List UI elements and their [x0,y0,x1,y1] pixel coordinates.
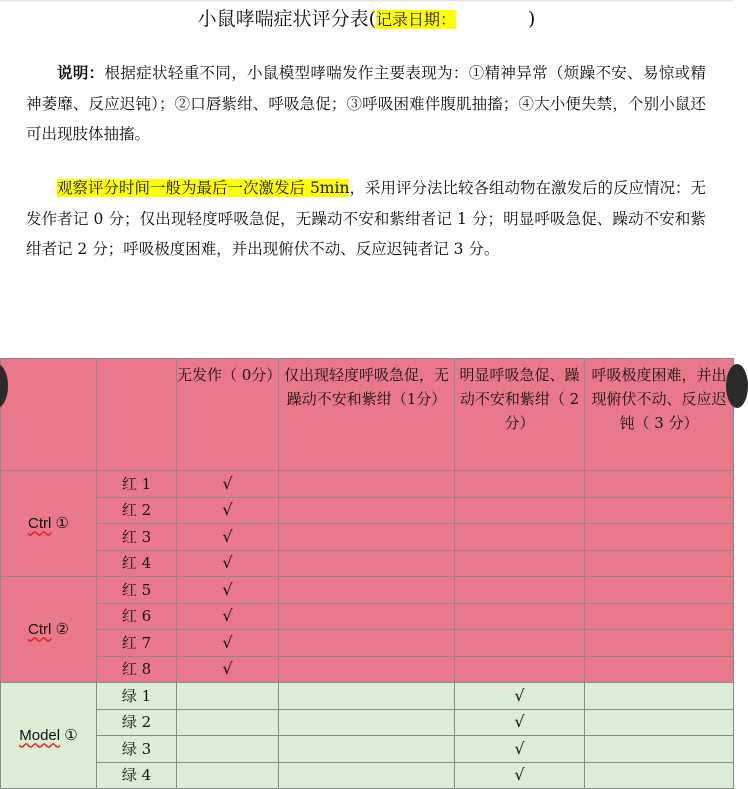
score-3-cell[interactable] [585,762,734,789]
score-0-cell[interactable]: √ [177,656,279,683]
header-id-cell [97,359,177,471]
animal-id-cell: 红 2 [97,497,177,524]
score-table [0,358,734,789]
score-0-cell[interactable] [177,709,279,736]
score-1-cell[interactable] [279,762,455,789]
table-row [1,577,734,604]
table-row [1,630,734,657]
score-3-cell[interactable] [585,497,734,524]
header-score-3: 呼吸极度困难，并出现俯伏不动、反应迟钝（ 3 分） [585,359,734,471]
scoring-paragraph [26,173,706,265]
table-row [1,524,734,551]
score-0-cell[interactable]: √ [177,471,279,498]
score-3-cell[interactable] [585,471,734,498]
description-label: 说明： [57,63,105,82]
group-label-cell [1,577,97,683]
score-2-cell[interactable] [455,471,585,498]
table-row [1,497,734,524]
animal-id-cell: 红 6 [97,603,177,630]
score-2-cell[interactable] [455,550,585,577]
page-title [0,6,733,33]
animal-id-cell: 红 7 [97,630,177,657]
table-row [1,683,734,710]
table-row [1,736,734,763]
score-0-cell[interactable] [177,683,279,710]
score-3-cell[interactable] [585,550,734,577]
group-number: ② [55,620,69,638]
animal-id-cell: 绿 4 [97,762,177,789]
score-0-cell[interactable]: √ [177,550,279,577]
group-label-cell [1,471,97,577]
score-0-cell[interactable]: √ [177,603,279,630]
score-1-cell[interactable] [279,656,455,683]
table-row [1,471,734,498]
header-score-1: 仅出现轻度呼吸急促，无躁动不安和紫绀（1分） [279,359,455,471]
animal-id-cell: 绿 3 [97,736,177,763]
header-group-cell [1,359,97,471]
scroll-right-handle[interactable] [726,364,748,408]
score-0-cell[interactable]: √ [177,630,279,657]
description-text: 根据症状轻重不同，小鼠模型哮喘发作主要表现为：①精神异常（烦躁不安、易惊或精神萎靡、反应迟钝）；②口唇紫绀、呼吸急促；③呼吸困难伴腹肌抽搐；④大小便失禁，个别小鼠还可出现肢体抽搐。 [26,64,706,143]
score-3-cell[interactable] [585,709,734,736]
score-1-cell[interactable] [279,630,455,657]
scoring-highlight: 观察评分时间一般为最后一次激发后 5min [57,179,350,197]
score-3-cell[interactable] [585,656,734,683]
score-2-cell[interactable] [455,656,585,683]
animal-id-cell: 红 3 [97,524,177,551]
group-label-cell [1,683,97,789]
score-2-cell[interactable]: √ [455,762,585,789]
score-1-cell[interactable] [279,550,455,577]
score-1-cell[interactable] [279,709,455,736]
score-3-cell[interactable] [585,630,734,657]
animal-id-cell: 红 5 [97,577,177,604]
animal-id-cell: 绿 1 [97,683,177,710]
score-0-cell[interactable]: √ [177,497,279,524]
score-1-cell[interactable] [279,603,455,630]
group-name: Model [19,726,61,744]
score-1-cell[interactable] [279,524,455,551]
score-2-cell[interactable]: √ [455,736,585,763]
header-score-0: 无发作（ 0分） [177,359,279,471]
animal-id-cell: 红 1 [97,471,177,498]
score-2-cell[interactable] [455,524,585,551]
score-2-cell[interactable]: √ [455,709,585,736]
title-close-paren: ) [528,8,536,30]
score-2-cell[interactable]: √ [455,683,585,710]
scoring-text: ，采用评分法比较各组动物在激发后的反应情况：无发作者记 0 分；仅出现轻度呼吸急促，无躁动不安和紫绀者记 1 分；明显呼吸急促、躁动不安和紫绀者记 2 分；呼吸极度困难，并出现俯伏不动、反应迟钝者记 3 分。 [26,179,706,258]
score-0-cell[interactable]: √ [177,524,279,551]
score-3-cell[interactable] [585,577,734,604]
score-3-cell[interactable] [585,736,734,763]
score-2-cell[interactable] [455,630,585,657]
score-0-cell[interactable] [177,762,279,789]
score-1-cell[interactable] [279,683,455,710]
score-1-cell[interactable] [279,736,455,763]
table-row [1,762,734,789]
score-2-cell[interactable] [455,497,585,524]
table-row [1,603,734,630]
table-row [1,709,734,736]
score-1-cell[interactable] [279,471,455,498]
table-row [1,656,734,683]
page-top-edge [0,0,733,2]
description-paragraph [26,58,706,150]
score-0-cell[interactable] [177,736,279,763]
record-date-label: 记录日期： [375,10,456,29]
score-3-cell[interactable] [585,603,734,630]
group-number: ① [55,514,69,532]
animal-id-cell: 红 4 [97,550,177,577]
score-2-cell[interactable] [455,577,585,604]
group-name: Ctrl [28,620,52,638]
score-0-cell[interactable]: √ [177,577,279,604]
score-3-cell[interactable] [585,683,734,710]
animal-id-cell: 绿 2 [97,709,177,736]
score-1-cell[interactable] [279,497,455,524]
score-2-cell[interactable] [455,603,585,630]
score-1-cell[interactable] [279,577,455,604]
header-score-2: 明显呼吸急促、躁动不安和紫绀（ 2 分） [455,359,585,471]
table-header-row [1,359,734,471]
table-row [1,550,734,577]
score-3-cell[interactable] [585,524,734,551]
title-main: 小鼠哮喘症状评分表( [197,8,376,30]
animal-id-cell: 红 8 [97,656,177,683]
group-number: ① [64,726,78,744]
score-table-area [0,358,733,785]
group-name: Ctrl [28,514,52,532]
